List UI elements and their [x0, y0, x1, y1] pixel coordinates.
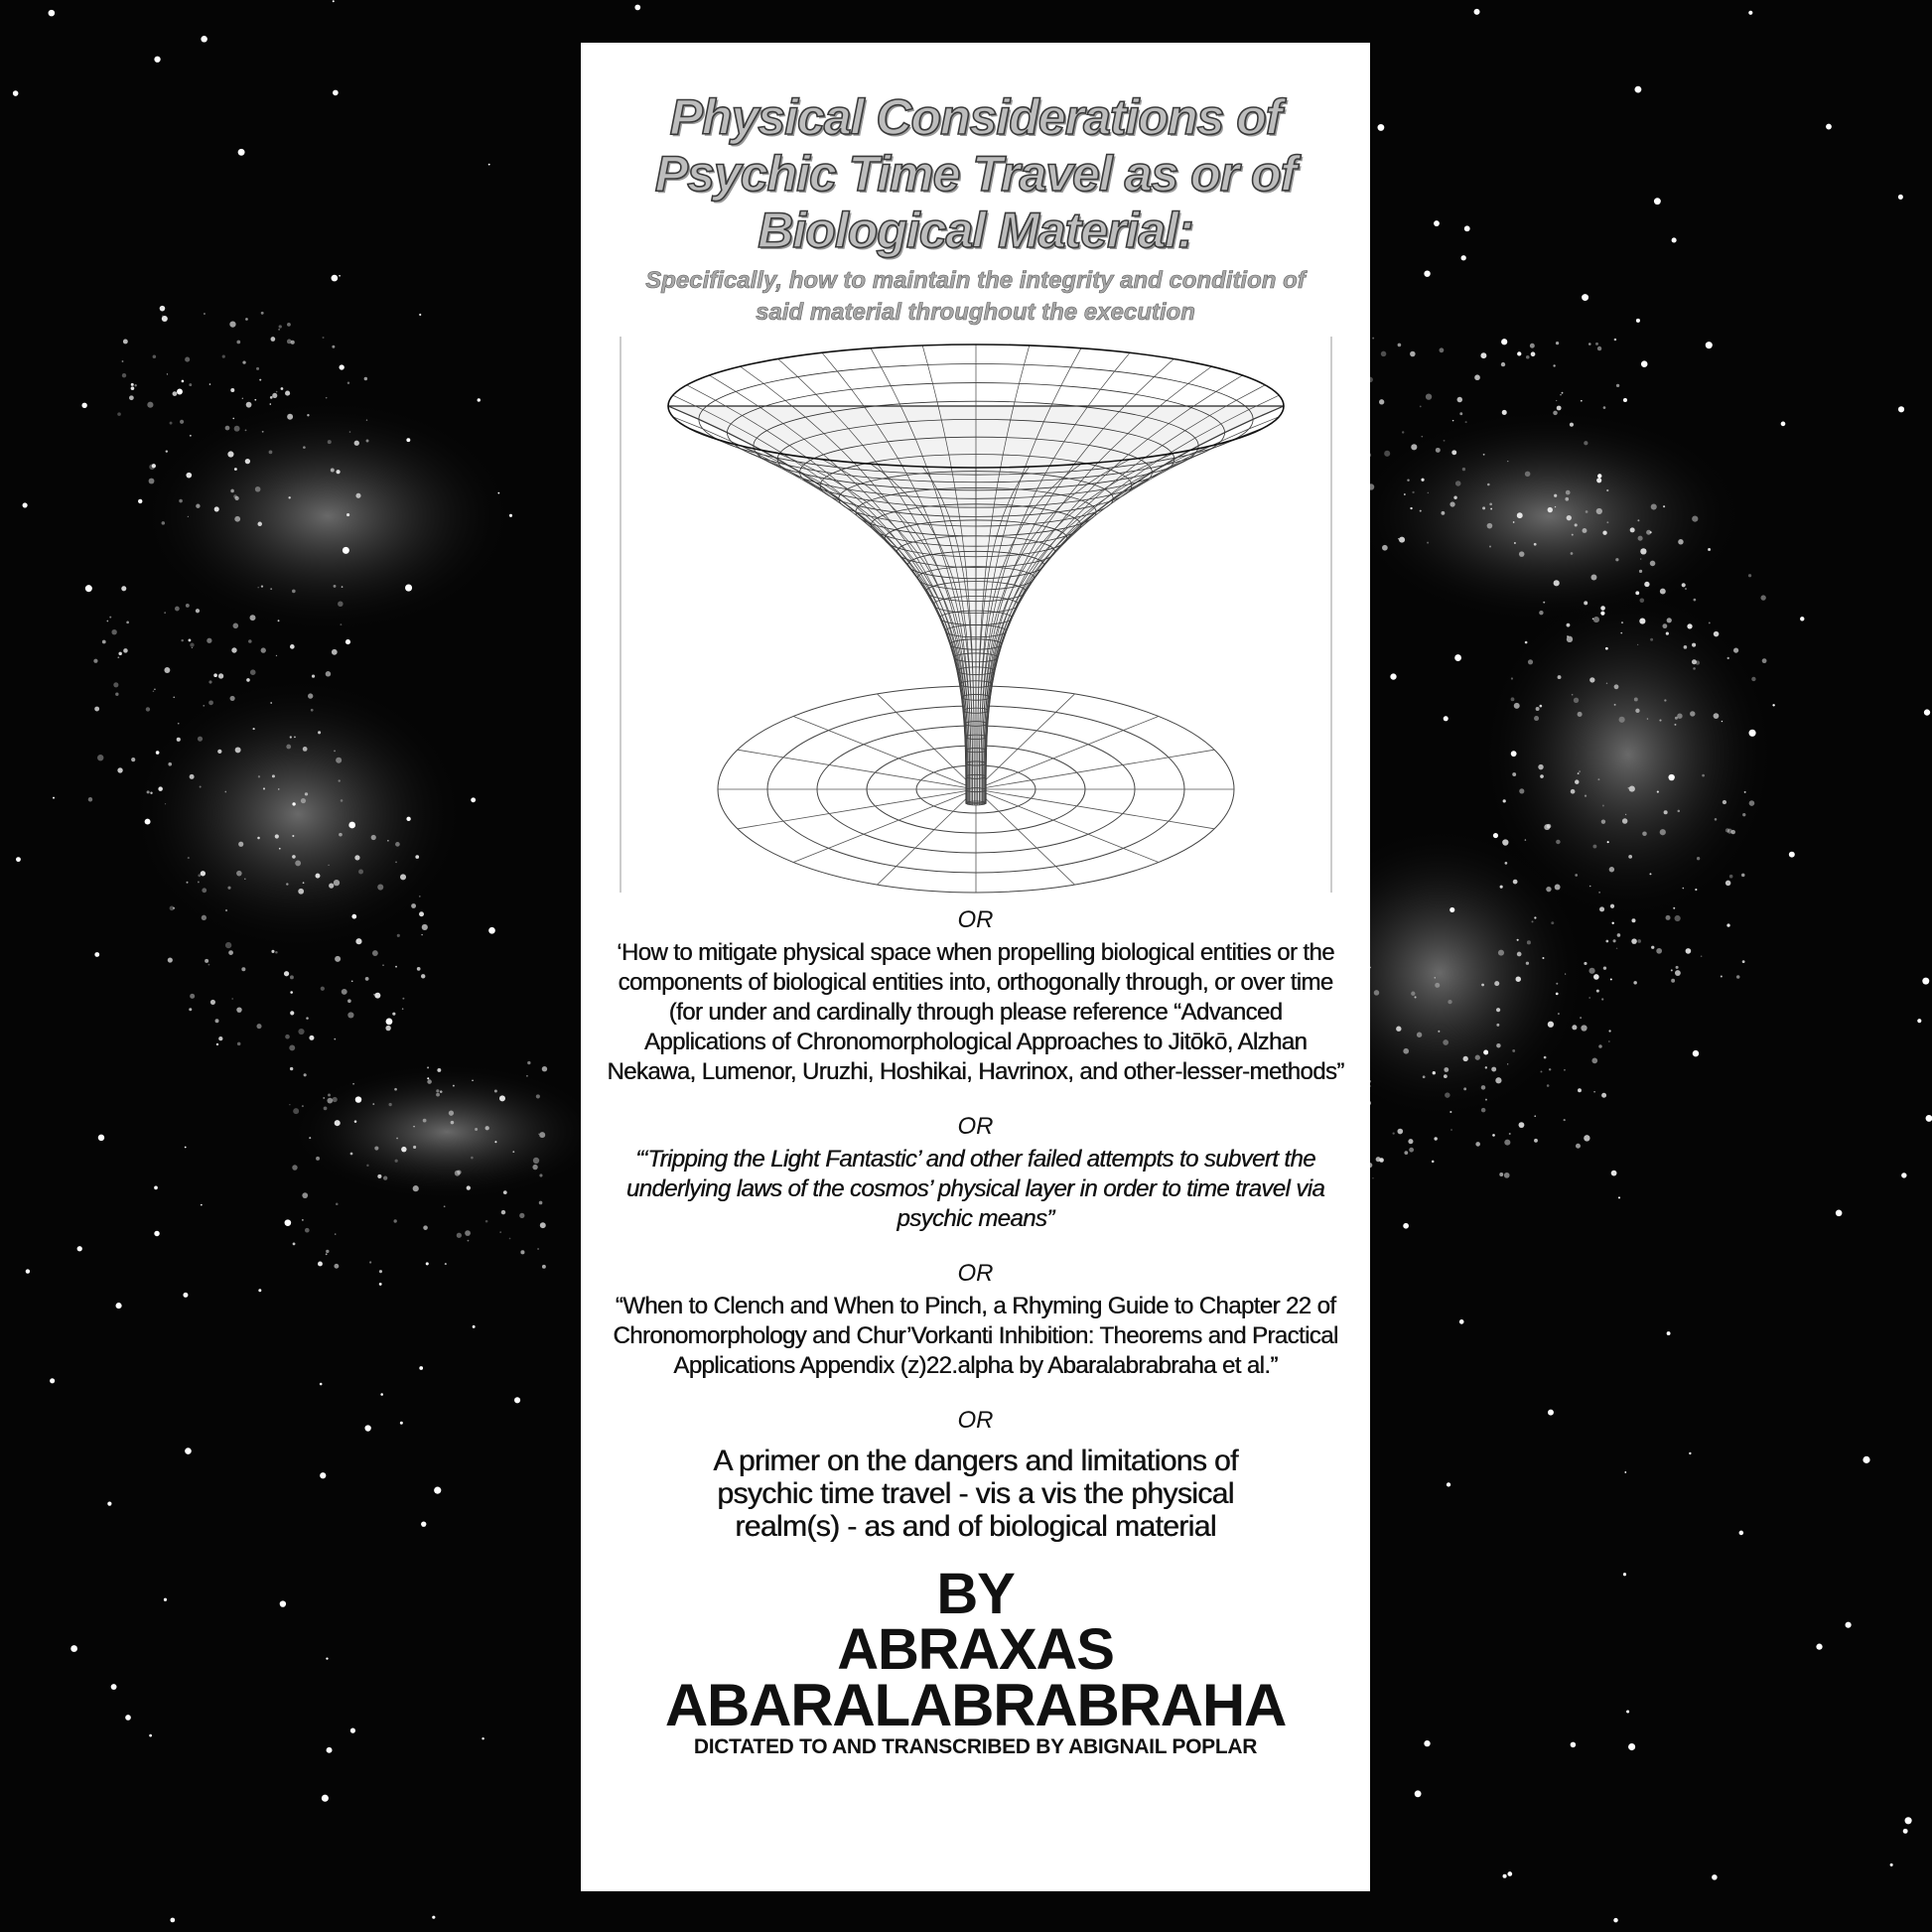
author-first-name: ABRAXAS — [837, 1617, 1114, 1682]
alternative-title-3: “When to Clench and When to Pinch, a Rhyming Guide to Chapter 22 of Chronomorphology and Chur’Vorkanti Inhibition: Theorems and Practical Applications Appendix (z)22.alpha by Abaralabrabraha et al.” — [613, 1293, 1338, 1379]
alternative-title-2: “‘Tripping the Light Fantastic’ and other failed attempts to subvert the underlying laws of the cosmos’ physical layer in order to time travel via psychic means” — [625, 1146, 1325, 1232]
cover-title: Physical Considerations of Psychic Time Travel as or of Biological Material: — [654, 89, 1297, 258]
transcription-credit: DICTATED TO AND TRANSCRIBED BY ABIGNAIL POPLAR — [693, 1735, 1258, 1758]
or-separator-2: OR — [957, 1113, 994, 1140]
or-separator-3: OR — [957, 1260, 994, 1287]
by-label: BY — [936, 1562, 1015, 1626]
or-separator-4: OR — [957, 1407, 994, 1434]
alternative-title-4: A primer on the dangers and limitations of psychic time travel - vis a vis the physical realm(s) - as and of biological material — [713, 1445, 1238, 1543]
cover-card — [581, 43, 1370, 1891]
author-last-name: ABARALABRABRAHA — [664, 1672, 1287, 1738]
or-separator-1: OR — [957, 906, 994, 933]
cover-subtitle: Specifically, how to maintain the integrity and condition of said material throughout the execution — [645, 267, 1306, 326]
alternative-title-1: ‘How to mitigate physical space when propelling biological entities or the components of biological entities into, orthogonally through, or over time (for under and cardinally through please reference “Advanced Applications of Chronomorphological Approaches to Jitōkō, Alzhan Nekawa, Lumenor, Uruzhi, Hoshikai, Havrinox, and other-lesser-methods” — [607, 939, 1344, 1085]
wormhole-illustration — [619, 337, 1333, 900]
